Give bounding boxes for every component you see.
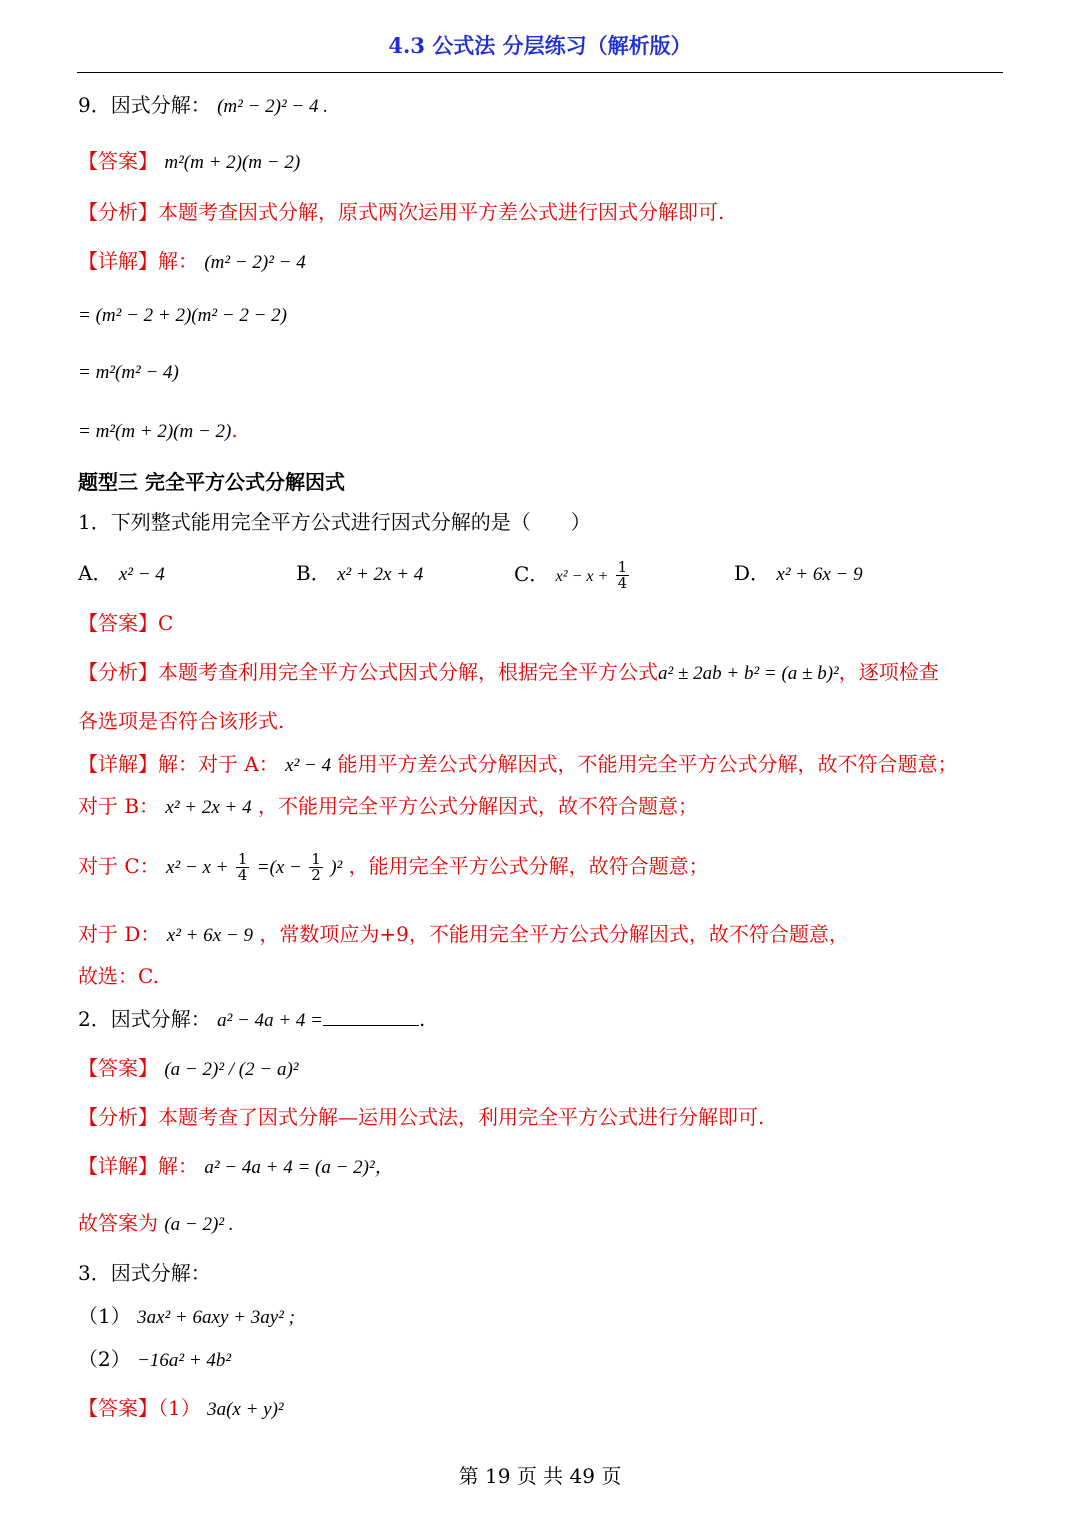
q1-detail-a-post: 能用平方差公式分解因式，不能用完全平方公式分解，故不符合题意；: [337, 752, 958, 776]
q1-detail-d-post: ，常数项应为+9，不能用完全平方公式分解因式，故不符合题意，: [259, 922, 849, 946]
q2-end: .: [419, 1007, 426, 1031]
q1-option-d-expr: x² + 6x − 9: [776, 564, 863, 585]
q1-option-c-label: C．: [514, 562, 550, 586]
q1-detail-c-close: )²: [330, 857, 343, 878]
q3-part-2-expr: −16a² + 4b²: [137, 1350, 232, 1371]
q1-option-d-label: D．: [734, 561, 771, 585]
q1-detail-d-expr: x² + 6x − 9: [166, 925, 253, 946]
q9-step-1: = (m² − 2 + 2)(m² − 2 − 2): [78, 305, 287, 326]
page-header-title: 4.3 公式法 分层练习（解析版）: [388, 33, 692, 58]
fraction-denominator: 2: [311, 866, 321, 884]
q2-detail-line: [78, 1153, 394, 1181]
q1-option-a-expr: x² − 4: [118, 564, 165, 585]
q2-answer-tag: 【答案】: [78, 1056, 158, 1080]
q3-part-1: [78, 1303, 295, 1331]
q1-conclusion: 故选：C.: [78, 964, 159, 988]
fraction-denominator: 4: [237, 866, 248, 884]
q3-part-1-expr: 3ax² + 6axy + 3ay² ;: [137, 1307, 295, 1328]
q9-step-3: = m²(m + 2)(m − 2): [78, 421, 232, 442]
q9-detail-line: [78, 248, 306, 276]
q2-answer-blank: [323, 1007, 419, 1026]
q1-option-d: [734, 560, 863, 588]
q9-detail-expression: (m² − 2)² − 4: [204, 252, 306, 273]
q9-step-3-line: [78, 417, 238, 445]
q9-line: [78, 92, 328, 120]
q3-part-1-label: （1）: [78, 1304, 131, 1328]
q9-prompt: 9．因式分解：: [78, 93, 211, 117]
q1-detail-c-post: ，能用完全平方公式分解，故符合题意；: [348, 854, 709, 878]
q9-answer-tag: 【答案】: [78, 149, 158, 173]
fraction-numerator: 1: [237, 850, 248, 868]
q1-analysis-continued: 各选项是否符合该形式.: [78, 709, 285, 733]
q2-expression: a² − 4a + 4 =: [217, 1010, 324, 1031]
q1-detail-c: [78, 852, 709, 883]
q2-answer: (a − 2)² / (2 − a)²: [164, 1059, 299, 1080]
q1-detail-c-expr: x² − x +: [166, 857, 229, 878]
q9-step-3-period: .: [231, 418, 238, 442]
fraction-numerator: 1: [617, 558, 628, 576]
q1-analysis-formula: a² ± 2ab + b² = (a ± b)²: [658, 663, 839, 684]
q1-analysis-text-end: ，逐项检查: [838, 660, 939, 684]
q3-answer-line: [78, 1395, 284, 1423]
header-divider: [77, 72, 1003, 73]
q1-detail-d-pre: 对于 D：: [78, 922, 161, 946]
q1-detail-c-fraction-2: [309, 852, 323, 883]
q1-detail-b-expr: x² + 2x + 4: [165, 797, 252, 818]
q9-detail-tag: 【详解】解：: [78, 249, 198, 273]
q9-answer: m²(m + 2)(m − 2): [164, 152, 301, 173]
q1-option-b-label: B．: [296, 561, 331, 585]
q1-option-a: [78, 560, 165, 588]
q2-answer-line: [78, 1055, 298, 1083]
q2-detail-expr: a² − 4a + 4 = (a − 2)²，: [204, 1157, 394, 1178]
q3-answer-1: 3a(x + y)²: [207, 1399, 284, 1420]
q1-analysis-text: 【分析】本题考查利用完全平方公式因式分解，根据完全平方公式: [78, 660, 658, 684]
q1-option-a-label: A．: [78, 561, 113, 585]
page-number-footer: 第 19 页 共 49 页: [458, 1464, 622, 1488]
q1-option-c: [514, 560, 630, 591]
q1-detail-b: [78, 793, 698, 821]
q1-detail-c-pre: 对于 C：: [78, 854, 160, 878]
q1-detail-c-fraction-1: [236, 852, 250, 883]
section-title: 题型三 完全平方公式分解因式: [78, 470, 345, 494]
q2-analysis: 【分析】本题考查了因式分解—运用公式法，利用完全平方公式进行分解即可.: [78, 1105, 765, 1129]
q1-detail-a-pre: 【详解】解：对于 A：: [78, 752, 279, 776]
q9-expression: (m² − 2)² − 4 .: [217, 96, 329, 117]
q1-detail-a: [78, 751, 957, 779]
q3-answer-tag: 【答案】（1）: [78, 1396, 201, 1420]
q1-answer: 【答案】C: [78, 611, 174, 635]
q1-prompt: 1．下列整式能用完全平方公式进行因式分解的是（ ）: [78, 510, 591, 534]
q9-step-2: = m²(m² − 4): [78, 362, 179, 383]
q1-option-c-expr: x² − x +: [555, 568, 609, 585]
q2-prompt: 2．因式分解：: [78, 1007, 211, 1031]
q3-part-2: [78, 1346, 231, 1374]
q1-analysis-line: [78, 659, 939, 687]
q1-detail-b-post: ，不能用完全平方公式分解因式，故不符合题意；: [258, 794, 698, 818]
q2-final-pre: 故答案为: [78, 1211, 158, 1235]
q2-line: [78, 1006, 425, 1034]
q1-detail-a-expr: x² − 4: [285, 755, 332, 776]
q3-part-2-label: （2）: [78, 1347, 131, 1371]
q1-option-b: [296, 560, 423, 588]
q1-option-c-fraction: [616, 560, 630, 591]
fraction-denominator: 4: [617, 574, 628, 592]
q9-analysis: 【分析】本题考查因式分解，原式两次运用平方差公式进行因式分解即可.: [78, 200, 725, 224]
q1-detail-b-pre: 对于 B：: [78, 794, 160, 818]
q2-final-expr: (a − 2)² .: [164, 1214, 234, 1235]
fraction-numerator: 1: [311, 850, 321, 868]
q2-detail-tag: 【详解】解：: [78, 1154, 198, 1178]
q3-prompt: 3．因式分解：: [78, 1261, 211, 1285]
q9-answer-line: [78, 148, 300, 176]
q1-detail-d: [78, 921, 849, 949]
q1-detail-c-equals: =(x −: [256, 857, 302, 878]
q2-final-line: [78, 1210, 234, 1238]
q1-option-b-expr: x² + 2x + 4: [337, 564, 424, 585]
